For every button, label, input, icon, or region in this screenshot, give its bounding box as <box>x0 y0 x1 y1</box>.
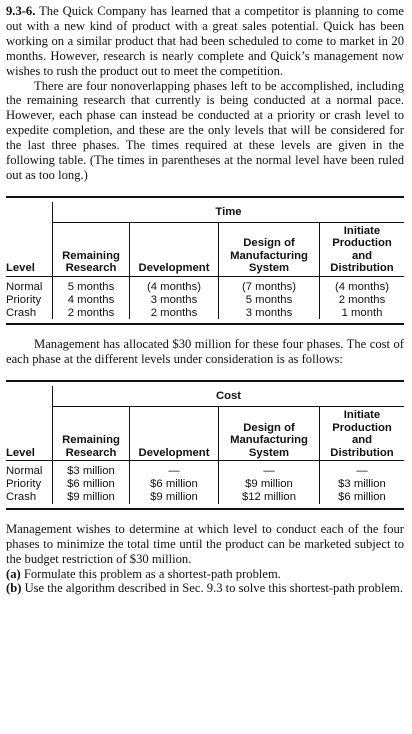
cost-header-research: Remaining Research <box>53 407 130 461</box>
cost-group-header: Cost <box>53 386 405 407</box>
cost-row-normal: Normal $3 million — — — <box>6 461 404 478</box>
cost-header-production: Initiate Production and Distribution <box>320 407 405 461</box>
time-row-priority: Priority 4 months 3 months 5 months 2 months <box>6 294 404 307</box>
time-header-research: Remaining Research <box>53 222 130 276</box>
time-header-production: Initiate Production and Distribution <box>320 222 405 276</box>
paragraph-intro-text: The Quick Company has learned that a competitor is planning to come out with a new kind of product with a great sales potential. Quick has been working on a similar product that had been scheduled to come to market in 20 months. However, research is nearly complete and Quick’s management now wishes to rush the product out to meet the competition. <box>6 4 404 78</box>
paragraph-objective: Management wishes to determine at which level to conduct each of the four phases to minimize the total time until the product can be marketed subject to the budget restriction of $30 million. <box>6 521 404 566</box>
paragraph-budget: Management has allocated $30 million for these four phases. The cost of each phase at the different levels under consideration is as follows: <box>6 337 404 367</box>
time-row-normal: Normal 5 months (4 months) (7 months) (4 months) <box>6 277 404 294</box>
cost-row-crash: Crash $9 million $9 million $12 million $6 million <box>6 491 404 504</box>
paragraph-phases: There are four nonoverlapping phases left to be accomplished, including the remaining research that currently is being conducted at a normal pace. However, each phase can instead be conducted at a priority or crash level to expedite completion, and these are the only levels that will be considered for the last three phases. The times required at these levels are given in the following table. (The times in parentheses at the normal level have been ruled out as too long.) <box>6 78 404 182</box>
cost-row-priority: Priority $6 million $6 million $9 million $3 million <box>6 478 404 491</box>
time-header-development: Development <box>130 222 219 276</box>
time-header-level: Level <box>6 222 53 276</box>
time-header-design: Design of Manufacturing System <box>219 222 320 276</box>
cost-header-development: Development <box>130 407 219 461</box>
cost-header-level: Level <box>6 407 53 461</box>
time-table <box>6 196 404 326</box>
textbook-page <box>6 4 404 596</box>
cost-header-design: Design of Manufacturing System <box>219 407 320 461</box>
time-row-crash: Crash 2 months 2 months 3 months 1 month <box>6 307 404 320</box>
problem-number: 9.3-6. <box>6 4 36 18</box>
paragraph-intro <box>6 4 404 79</box>
part-b: (b) Use the algorithm described in Sec. 9.3 to solve this shortest-path problem. <box>6 581 404 596</box>
cost-table <box>6 380 404 510</box>
part-a: (a) Formulate this problem as a shortest-path problem. <box>6 566 281 581</box>
time-group-header: Time <box>53 202 405 223</box>
